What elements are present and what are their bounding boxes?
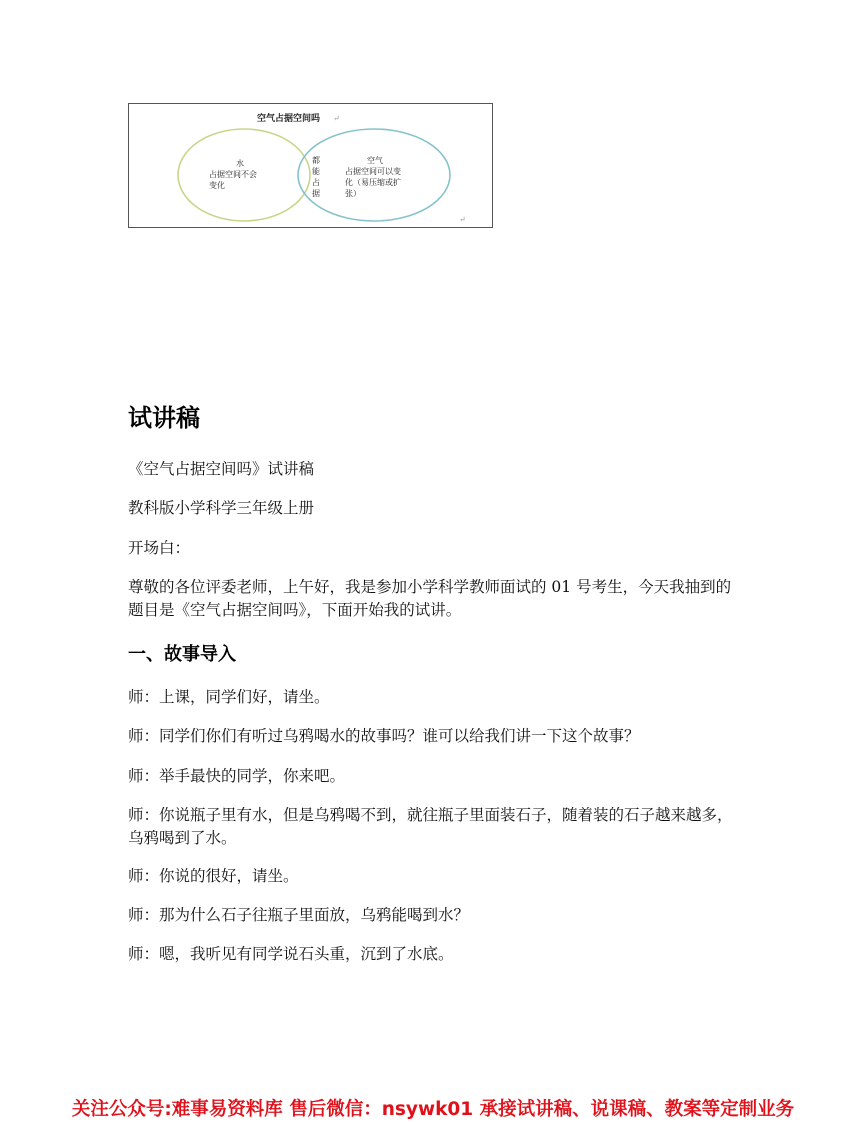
left-label-1: 水: [236, 159, 244, 168]
opening-paragraph: 尊敬的各位评委老师，上午好，我是参加小学科学教师面试的 01 号考生，今天我抽到的题目是《空气占据空间吗》，下面开始我的试讲。: [128, 578, 732, 619]
right-label-3: 化（易压缩或扩: [345, 178, 401, 187]
footer-banner: 关注公众号:难事易资料库 售后微信：nsywk01 承接试讲稿、说课稿、教案等定制业务: [71, 1099, 795, 1120]
dialogue-line: 师：你说的很好，请坐。: [128, 867, 299, 885]
dialogue-line: 师：那为什么石子往瓶子里面放，乌鸦能喝到水？: [128, 906, 470, 924]
document-heading: 试讲稿: [128, 404, 200, 432]
dialogue-line: 师：嗯，我听见有同学说石头重，沉到了水底。: [128, 945, 454, 963]
dialogue-line: 师：举手最快的同学，你来吧。: [128, 767, 346, 785]
middle-label-4: 据: [312, 189, 320, 198]
textbook-line: 教科版小学科学三年级上册: [128, 499, 315, 517]
section-heading-story-intro: 一、故事导入: [128, 644, 236, 665]
right-label-1: 空气: [367, 156, 383, 165]
paragraph-mark-icon: ↵: [333, 114, 340, 123]
diagram-title: 空气占据空间吗: [257, 114, 321, 124]
lesson-title: 《空气占据空间吗》试讲稿: [128, 460, 315, 478]
middle-label-3: 占: [312, 178, 320, 187]
paragraph-mark-icon: ↵: [459, 215, 466, 224]
venn-diagram: [129, 104, 494, 229]
dialogue-line: 师：同学们你们有听过乌鸦喝水的故事吗？谁可以给我们讲一下这个故事？: [128, 727, 640, 745]
left-label-3: 变化: [209, 181, 225, 190]
middle-label-1: 都: [312, 156, 320, 165]
middle-label-2: 能: [312, 167, 320, 176]
dialogue-line: 师：上课，同学们好，请坐。: [128, 688, 330, 706]
right-label-2: 占据空间可以变: [345, 167, 401, 176]
venn-diagram-figure: [128, 103, 493, 228]
right-label-4: 张）: [345, 189, 361, 198]
left-label-2: 占据空间不会: [209, 170, 257, 179]
dialogue-line: 师：你说瓶子里有水，但是乌鸦喝不到，就往瓶子里面装石子，随着装的石子越来越多，乌鸦喝到了水。: [128, 806, 733, 847]
opening-label: 开场白：: [128, 539, 191, 557]
